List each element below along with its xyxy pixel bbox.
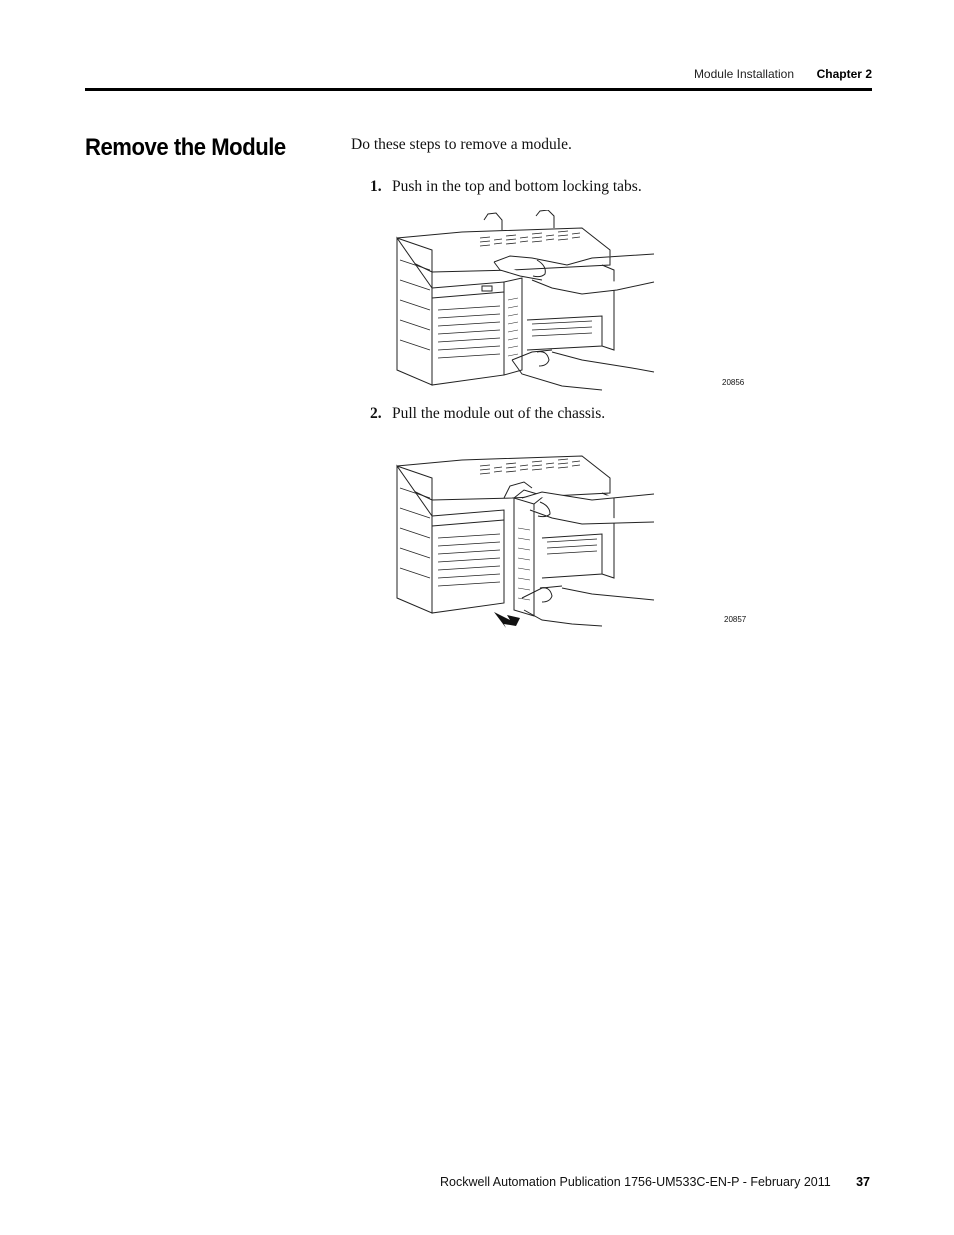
figure-number-1: 20856 — [722, 378, 745, 387]
step-1-text: Push in the top and bottom locking tabs. — [392, 178, 642, 195]
step-1 — [370, 178, 642, 196]
running-header-section: Module Installation — [693, 67, 794, 81]
header-rule — [85, 88, 872, 91]
step-2-text: Pull the module out of the chassis. — [392, 405, 606, 422]
section-heading: Remove the Module — [85, 134, 286, 161]
footer-page-number: 37 — [856, 1175, 870, 1189]
figure-pull-module-out — [392, 438, 672, 633]
footer-publication: Rockwell Automation Publication 1756-UM533C-EN-P - February 2011 — [440, 1175, 831, 1189]
figure-push-locking-tabs — [392, 210, 672, 395]
running-header-chapter: Chapter 2 — [816, 67, 872, 81]
figure-number-2: 20857 — [724, 615, 747, 624]
step-2-number: 2. — [370, 405, 382, 422]
intro-text: Do these steps to remove a module. — [351, 136, 572, 153]
step-1-number: 1. — [370, 178, 382, 195]
step-2 — [370, 405, 605, 423]
